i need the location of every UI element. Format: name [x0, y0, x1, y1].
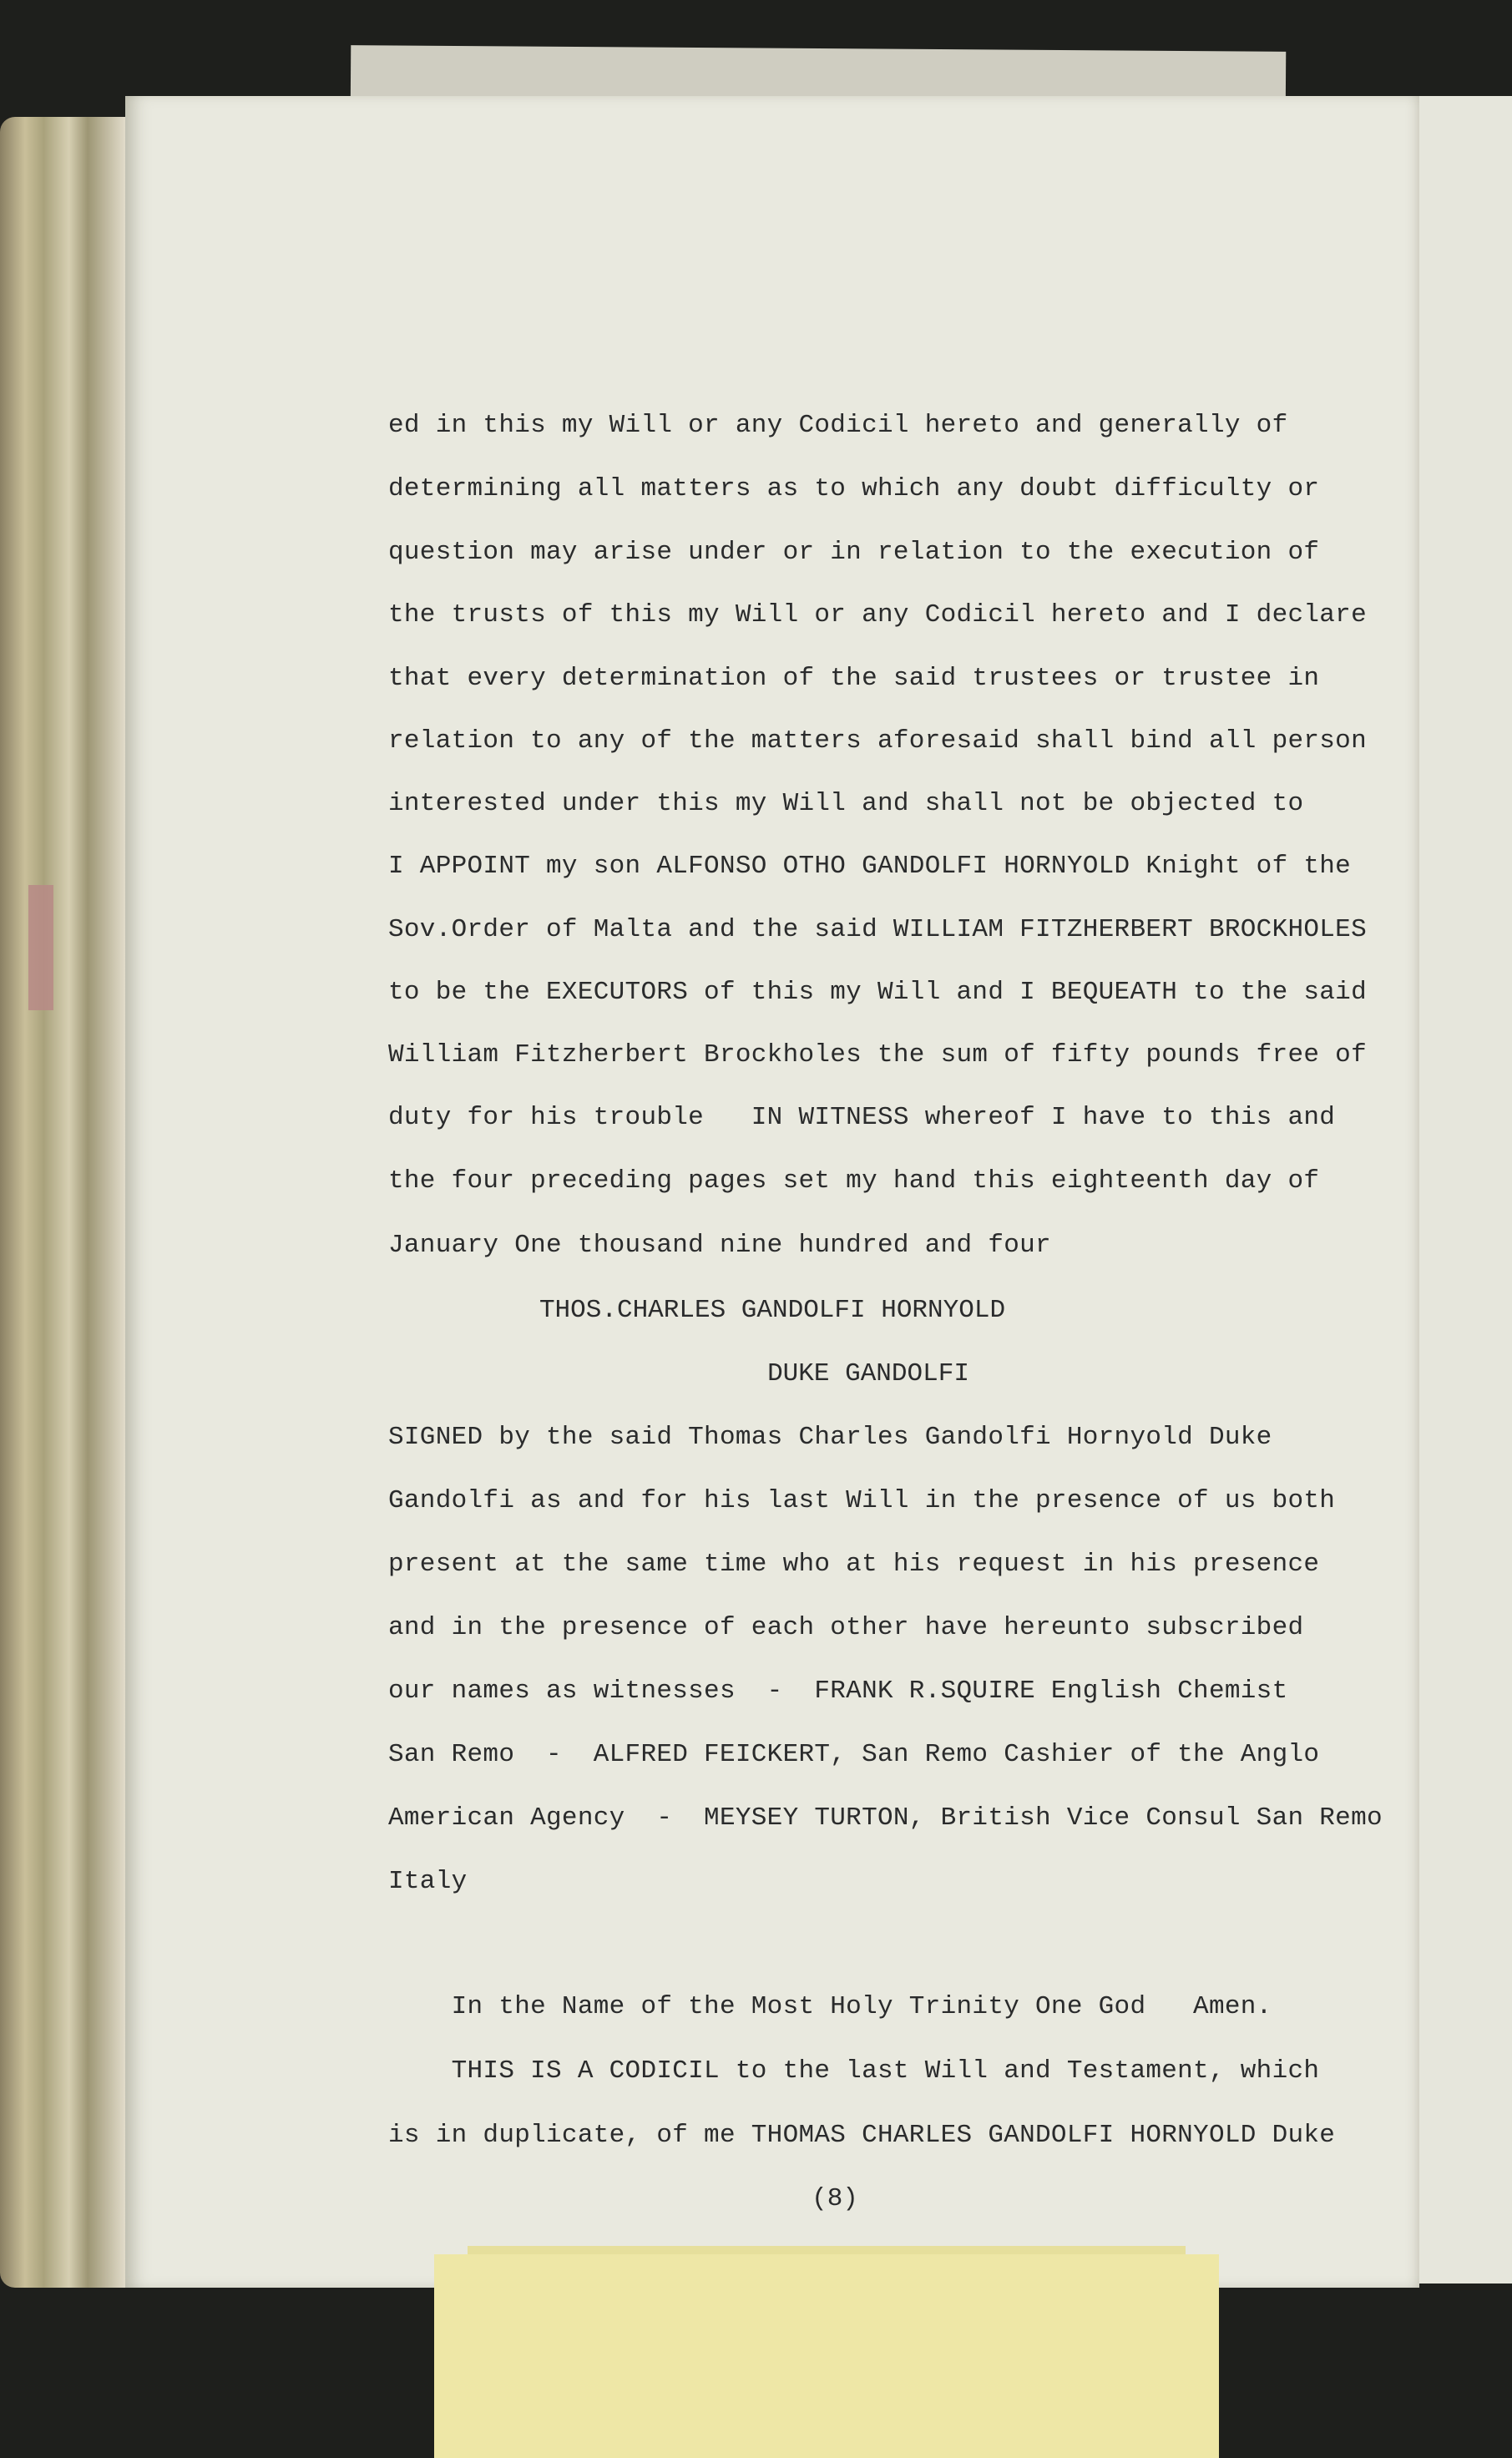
text-line: I APPOINT my son ALFONSO OTHO GANDOLFI HORNYOLD Knight of the [388, 852, 1352, 881]
text-line: San Remo - ALFRED FEICKERT, San Remo Cashier of the Anglo [388, 1740, 1320, 1769]
text-line: Gandolfi as and for his last Will in the presence of us both [388, 1486, 1336, 1515]
text-line: Sov.Order of Malta and the said WILLIAM FITZHERBERT BROCKHOLES [388, 915, 1367, 944]
text-line: duty for his trouble IN WITNESS whereof I have to this and [388, 1103, 1336, 1132]
text-line: In the Name of the Most Holy Trinity One God Amen. [388, 1992, 1272, 2021]
next-page-edge [1419, 96, 1512, 2284]
text-line: THIS IS A CODICIL to the last Will and Testament, which [388, 2056, 1320, 2086]
text-line: question may arise under or in relation to the execution of [388, 538, 1320, 567]
text-line: present at the same time who at his request in his presence [388, 1550, 1320, 1579]
text-line: ed in this my Will or any Codicil hereto and generally of [388, 411, 1288, 440]
page-number: (8) [812, 2184, 858, 2213]
text-line: the four preceding pages set my hand this eighteenth day of [388, 1166, 1320, 1196]
text-line: that every determination of the said trustees or trustee in [388, 664, 1320, 693]
text-line: relation to any of the matters aforesaid shall bind all person [388, 726, 1367, 756]
text-line: our names as witnesses - FRANK R.SQUIRE English Chemist [388, 1677, 1288, 1706]
text-line: the trusts of this my Will or any Codicil hereto and I declare [388, 600, 1367, 630]
text-line: American Agency - MEYSEY TURTON, British Vice Consul San Remo [388, 1803, 1383, 1833]
text-line: William Fitzherbert Brockholes the sum of fifty pounds free of [388, 1040, 1367, 1070]
text-line: and in the presence of each other have hereunto subscribed [388, 1613, 1304, 1642]
text-line: January One thousand nine hundred and four [388, 1231, 1051, 1260]
text-line: to be the EXECUTORS of this my Will and I BEQUEATH to the said [388, 978, 1367, 1007]
text-line: interested under this my Will and shall not be objected to [388, 789, 1304, 818]
signature-name: THOS.CHARLES GANDOLFI HORNYOLD [539, 1296, 1006, 1325]
text-line: determining all matters as to which any doubt difficulty or [388, 474, 1320, 503]
paper-slip [434, 2254, 1219, 2458]
signature-title: DUKE GANDOLFI [767, 1359, 969, 1388]
text-line: SIGNED by the said Thomas Charles Gandolfi Hornyold Duke [388, 1423, 1272, 1452]
text-line: Italy [388, 1867, 468, 1896]
bookmark-ribbon [28, 885, 53, 1010]
book-edge-left [0, 117, 125, 2288]
text-line: is in duplicate, of me THOMAS CHARLES GANDOLFI HORNYOLD Duke [388, 2121, 1336, 2150]
